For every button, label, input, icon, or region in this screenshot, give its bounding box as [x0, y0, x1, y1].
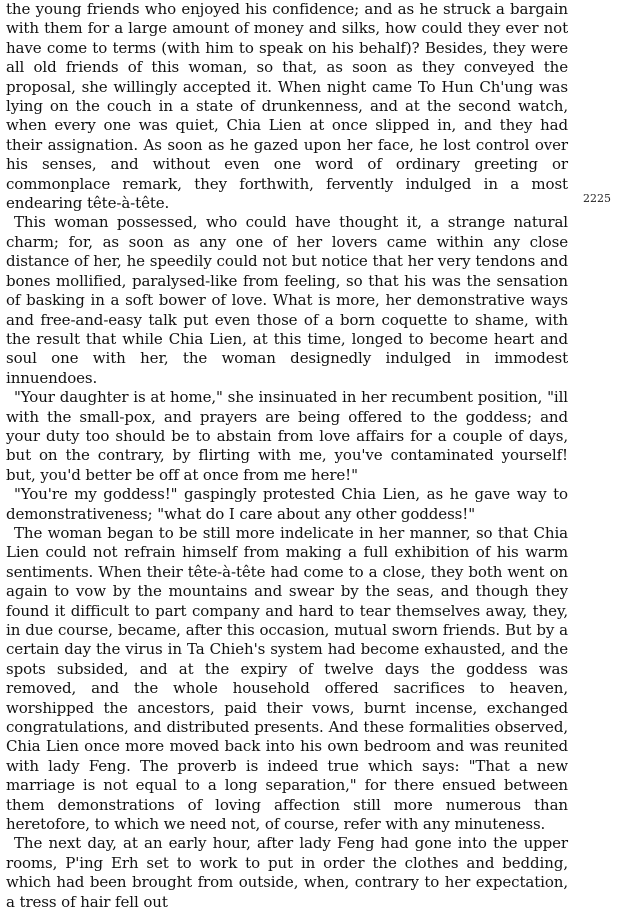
paragraph-next-day: The next day, at an early hour, after lady Feng had gone into the upper rooms, P'ing Erh set to work to put in order the clothes and bedding, which had been brought from outside, when, contrary to her expectation, a tress of hair fell out: [6, 834, 568, 911]
paragraph-sworn-friends: The woman began to be still more indelicate in her manner, so that Chia Lien could not refrain himself from making a full exhibition of his warm sentiments. When their tête-à-tête had come to a close, they both went on again to vow by the mountains and swear by the seas, and though they found it difficult to part company and hard to tear themselves away, they, in due course, became, after this occasion, mutual sworn friends. But by a certain day the virus in Ta Chieh's system had become exhausted, and the spots subsided, and at the expiry of twelve days the goddess was removed, and the whole household offered sacrifices to heaven, worshipped the ancestors, paid their vows, burnt incense, exchanged congratulations, and distributed presents. And these formalities observed, Chia Lien once more moved back into his own bedroom and was reunited with lady Feng. The proverb is indeed true which says: "That a new marriage is not equal to a long separation," for there ensued between them demonstrations of loving affection still more numerous than heretofore, to which we need not, of course, refer with any minuteness.: [6, 523, 568, 834]
paragraph-strange-charm: This woman possessed, who could have thought it, a strange natural charm; for, as soon as any one of her lovers came within any close distance of her, he speedily could not but notice that her very tendons and bones mollified, paralysed-like from feeling, so that his was the sensation of basking in a soft bower of love. What is more, her demonstrative ways and free-and-easy talk put even those of a born coquette to shame, with the result that while Chia Lien, at this time, longed to become heart and soul one with her, the woman designedly indulged in immodest innuendoes.: [6, 213, 568, 387]
paragraph-continuation: the young friends who enjoyed his confidence; and as he struck a bargain with them for a large amount of money and silks, how could they ever not have come to terms (with him to speak on his behalf)? Besides, they were all old friends of this woman, so that, as soon as they conveyed the proposal, she willingly accepted it. When night came To Hun Ch'ung was lying on the couch in a state of drunkenness, and at the second watch, when every one was quiet, Chia Lien at once slipped in, and they had their assignation. As soon as he gazed upon her face, he lost control over his senses, and without even one word of ordinary greeting or commonplace remark, they forthwith, fervently indulged in a most endearing tête-à-tête.: [6, 0, 568, 213]
paragraph-daughter-at-home: "Your daughter is at home," she insinuated in her recumbent position, "ill with the small-pox, and prayers are being offered to the goddess; and your duty too should be to abstain from love affairs for a couple of days, but on the contrary, by flirting with me, you've contaminated yourself! but, you'd better be off at once from me here!": [6, 388, 568, 484]
paragraph-my-goddess: "You're my goddess!" gaspingly protested Chia Lien, as he gave way to demonstrativeness; "what do I care about any other goddess!": [6, 485, 568, 523]
book-page: [6, 0, 568, 912]
page-number: 2225: [583, 192, 611, 205]
